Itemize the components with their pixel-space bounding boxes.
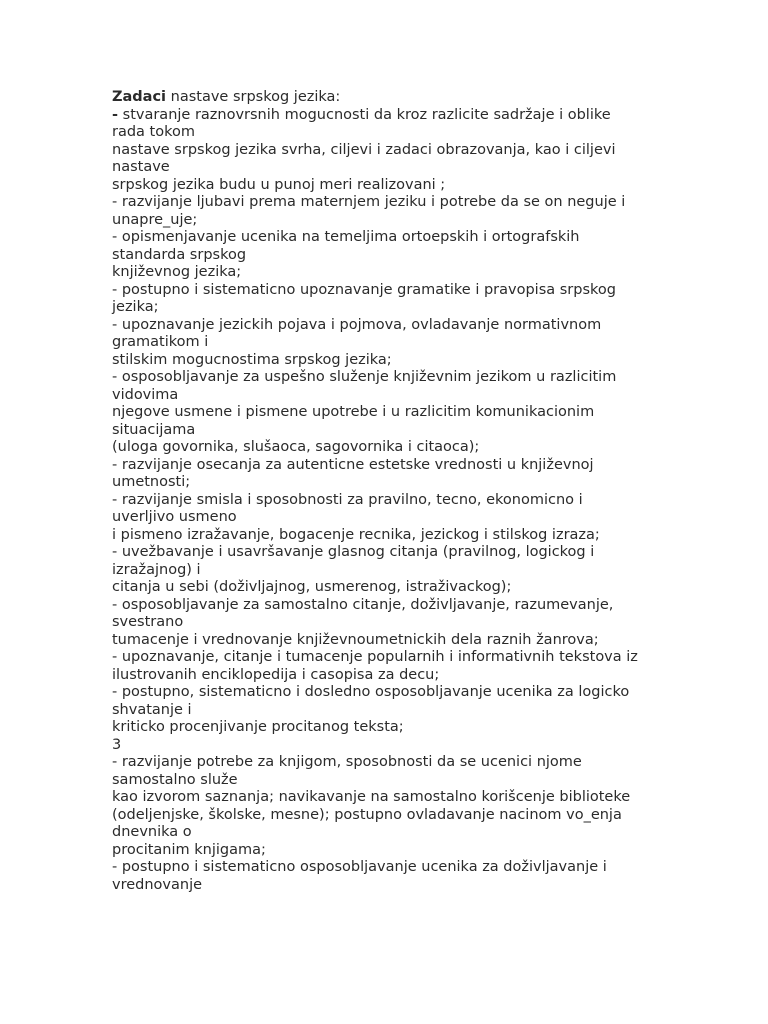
text-line: rada tokom [112,124,195,140]
text-line: svestrano [112,614,184,630]
text-line: vrednovanje [112,876,203,893]
text-line: situacijama [112,421,196,438]
text-line: standarda srpskog [112,246,247,263]
text-line: uverljivo usmeno [112,509,237,525]
text-line: izražajnog) i [112,561,201,578]
text-line: samostalno služe [112,771,238,788]
text-line: - upoznavanje jezickih pojava i pojmova, ovladavanje normativnom [112,316,602,333]
text-line: - postupno i sistematicno upoznavanje gramatike i pravopisa srpskog [112,281,616,298]
heading-rest: nastave srpskog jezika: [166,89,341,105]
text-line: - razvijanje osecanja za autenticne estetske vrednosti u književnoj [112,456,594,473]
text-line: srpskog jezika budu u punoj meri realizovani ; [112,176,446,193]
text-line: procitanim knjigama; [112,841,266,858]
text-line: tumacenje i vrednovanje književnoumetnickih dela raznih žanrova; [112,631,599,648]
text-line: citanja u sebi (doživljajnog, usmerenog, istraživackog); [112,579,512,595]
text-line: (uloga govornika, slušaoca, sagovornika i citaoca); [112,439,480,455]
text-line: nastave srpskog jezika svrha, ciljevi i zadaci obrazovanja, kao i ciljevi [112,141,616,158]
text-line: umetnosti; [112,474,191,490]
text-line: dnevnika o [112,824,192,840]
text-line: - upoznavanje, citanje i tumacenje popularnih i informativnih tekstova iz [112,649,638,665]
text-line: i pismeno izražavanje, bogacenje recnika, jezickog i stilskog izraza; [112,526,600,543]
text-line: - razvijanje potrebe za knjigom, sposobnosti da se ucenici njome [112,754,582,770]
first-line-dash: - [112,106,119,123]
text-line: vidovima [112,386,179,403]
document-page [112,89,652,894]
text-line: kao izvorom saznanja; navikavanje na samostalno korišcenje biblioteke [112,789,631,805]
text-line: - opismenjavanje ucenika na temeljima ortoepskih i ortografskih [112,229,580,245]
text-line: gramatikom i [112,334,209,350]
heading-bold-word: Zadaci [112,89,167,105]
text-line: - osposobljavanje za samostalno citanje, doživljavanje, razumevanje, [112,596,614,613]
text-line: - razvijanje ljubavi prema maternjem jeziku i potrebe da se on neguje i [112,194,626,210]
text-line: stilskim mogucnostima srpskog jezika; [112,351,392,368]
text-line: - postupno i sistematicno osposobljavanje ucenika za doživljavanje i [112,859,607,875]
first-line-text: stvaranje raznovrsnih mogucnosti da kroz razlicite sadržaje i oblike [118,106,611,123]
text-line: - razvijanje smisla i sposobnosti za pravilno, tecno, ekonomicno i [112,491,583,508]
text-line: kriticko procenjivanje procitanog teksta; [112,719,404,735]
text-line [112,107,652,125]
text-line: - uvežbavanje i usavršavanje glasnog citanja (pravilnog, logickog i [112,544,595,560]
text-line: njegove usmene i pismene upotrebe i u razlicitim komunikacionim [112,404,595,420]
text-line: unapre_uje; [112,211,198,228]
text-line: književnog jezika; [112,264,242,280]
document-heading [112,89,652,107]
text-line: (odeljenjske, školske, mesne); postupno ovladavanje nacinom vo_enja [112,806,622,823]
text-line: ilustrovanih enciklopedija i casopisa za decu; [112,666,440,683]
text-line: shvatanje i [112,701,192,718]
document-body [112,124,652,894]
text-line: 3 [112,736,122,753]
text-line: - postupno, sistematicno i dosledno osposobljavanje ucenika za logicko [112,684,630,700]
text-line: jezika; [112,299,159,315]
text-line: - osposobljavanje za uspešno služenje književnim jezikom u razlicitim [112,369,617,385]
text-line: nastave [112,159,170,175]
